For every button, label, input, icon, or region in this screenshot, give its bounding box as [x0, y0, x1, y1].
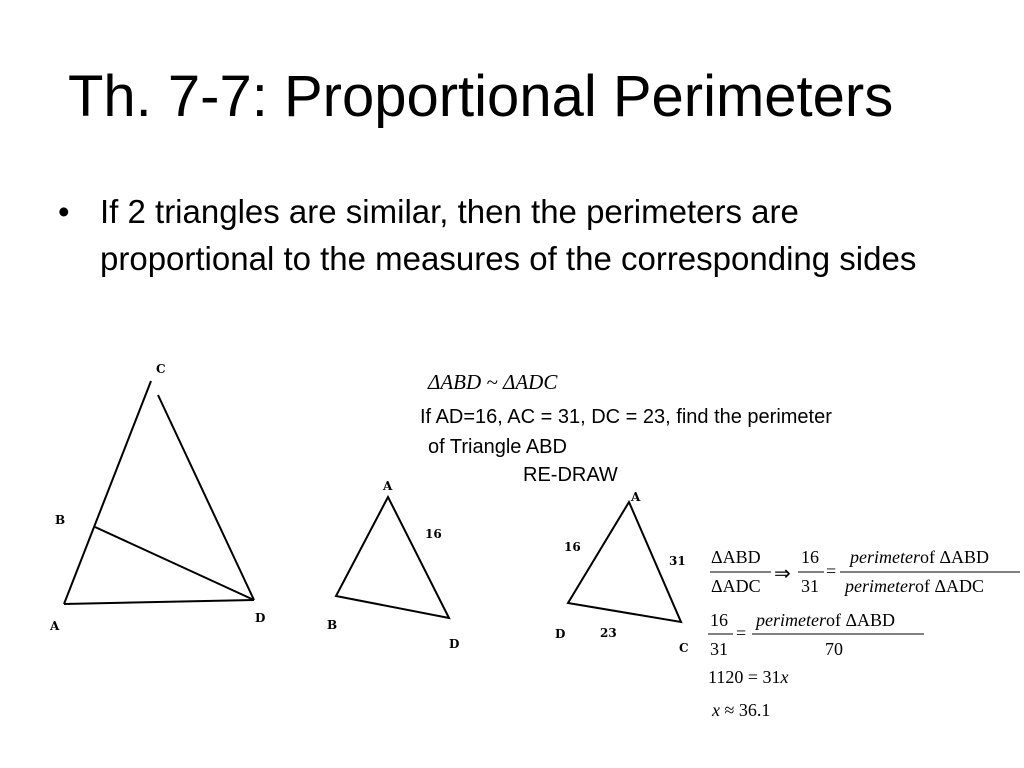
perimeter-adc-expr: perimeterof ΔADC: [845, 576, 985, 596]
fraction-numerator: 16: [710, 610, 728, 630]
redraw-label: RE-DRAW: [523, 464, 618, 486]
triangle-adc: [568, 502, 681, 622]
label-d: D: [255, 611, 266, 625]
fraction-numerator: ΔABD: [711, 547, 761, 567]
equals-sign: =: [826, 561, 837, 581]
side-ca: [64, 381, 151, 604]
label-16: 16: [425, 527, 442, 541]
side-ad: [64, 600, 254, 604]
bullet-icon: •: [58, 193, 70, 230]
label-a: A: [631, 490, 641, 504]
answer-line: x ≈ 36.1: [712, 700, 771, 720]
big-triangle: [64, 381, 254, 604]
label-a: A: [383, 479, 393, 493]
problem-line-1: If AD=16, AC = 31, DC = 23, find the perimeter: [420, 406, 832, 428]
problem-line-2: of Triangle ABD: [428, 436, 567, 458]
triangle-abd: [336, 497, 449, 618]
perimeter-abd-expr: perimeterof ΔABD: [850, 547, 990, 567]
fraction-denominator: 31: [801, 576, 819, 596]
label-d: D: [555, 627, 566, 641]
equation-line: 1120 = 31x: [708, 667, 789, 687]
label-c: C: [156, 362, 166, 376]
label-b: B: [327, 618, 338, 632]
right-triangle: [568, 502, 681, 622]
bullet-text: If 2 triangles are similar, then the perimeters are proportional to the measures of the corresponding sides: [100, 193, 917, 277]
equals-sign: =: [736, 623, 747, 643]
label-a: A: [50, 619, 60, 633]
similarity-statement: ΔABD ~ ΔADC: [428, 370, 558, 394]
slide-title: Th. 7-7: Proportional Perimeters: [68, 64, 894, 129]
segment-bd: [95, 527, 254, 600]
label-23: 23: [600, 626, 617, 640]
fraction-denominator: 31: [710, 639, 728, 659]
fraction-denominator: 70: [825, 639, 843, 659]
label-31: 31: [669, 554, 686, 568]
mid-triangle: [336, 497, 449, 618]
side-dc: [158, 395, 254, 600]
label-d: D: [449, 637, 460, 651]
label-b: B: [55, 513, 66, 527]
fraction-denominator: ΔADC: [711, 576, 761, 596]
label-c: C: [679, 641, 689, 655]
implies-symbol: ⇒: [774, 563, 791, 585]
fraction-numerator: 16: [801, 547, 819, 567]
perimeter-abd-expr: perimeterof ΔABD: [756, 610, 896, 630]
label-16: 16: [564, 540, 581, 554]
